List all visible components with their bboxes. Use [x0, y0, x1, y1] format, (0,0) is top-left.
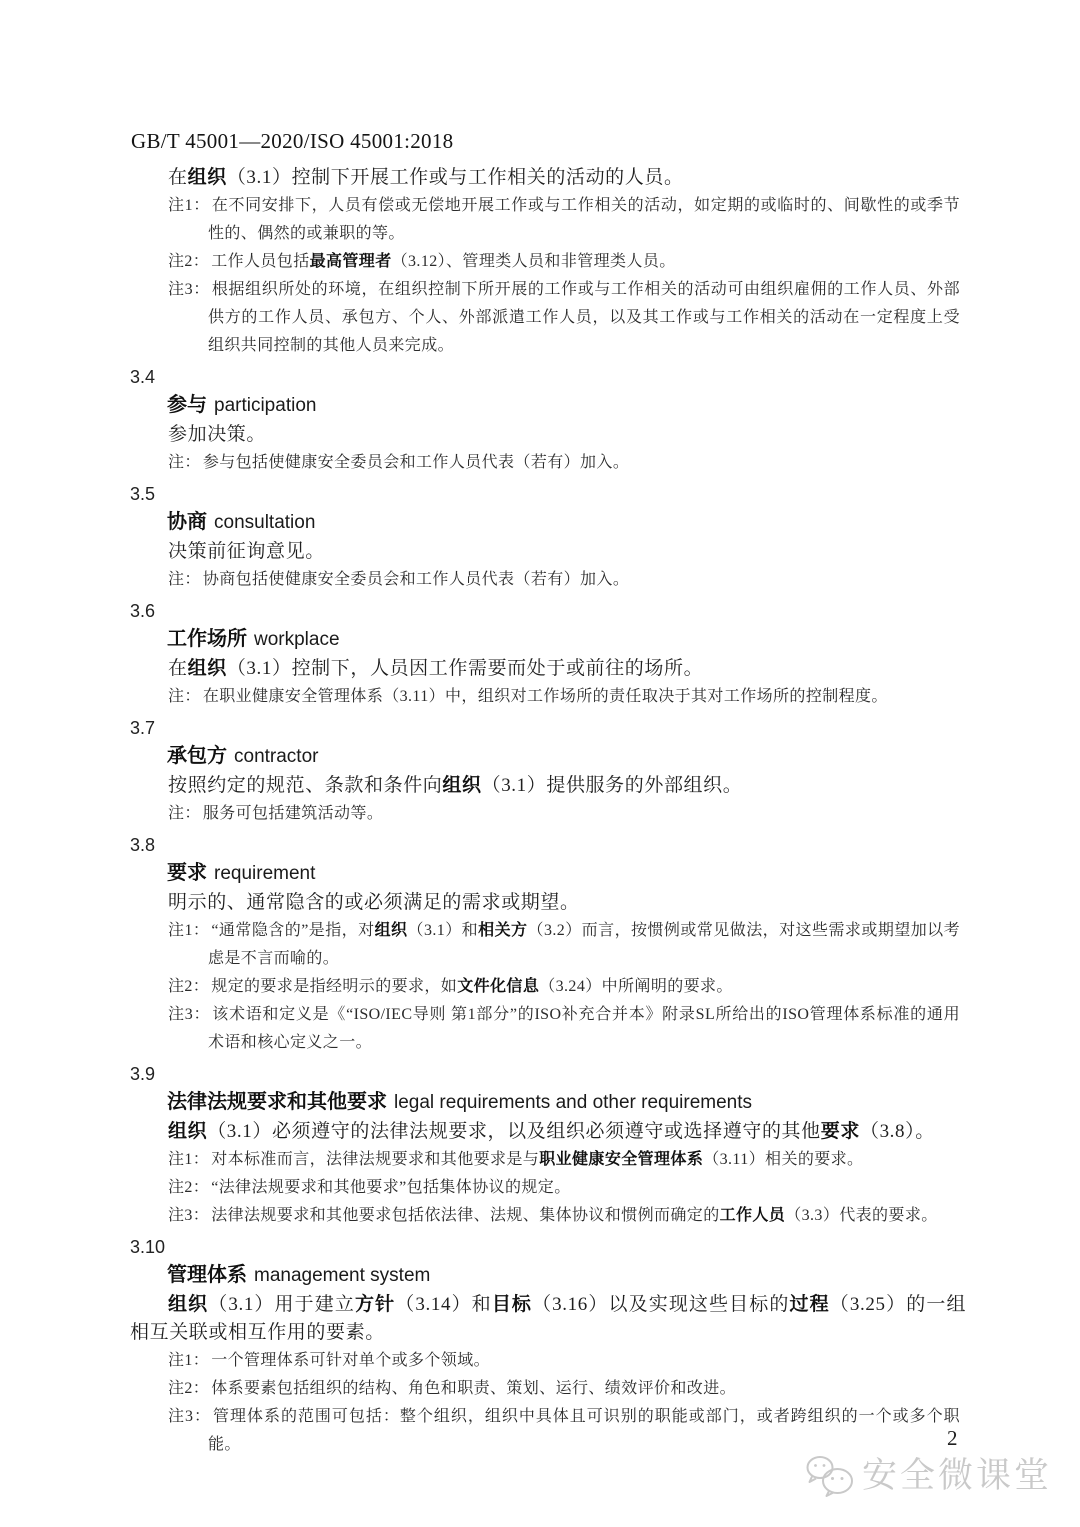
text-run: 该术语和定义是《“ISO/IEC导则 第1部分”的ISO补充合并本》附录SL所给出的ISO管理体系标准的通用术语和核心定义之一。: [208, 1006, 961, 1051]
bold-term-reference: 相关方: [478, 922, 528, 939]
section-number: 3.9: [130, 1064, 156, 1084]
text-run: 规定的要求是指经明示的要求，如: [211, 978, 458, 995]
term-english: workplace: [254, 629, 340, 650]
term-heading: [167, 742, 1080, 772]
term-heading: [167, 508, 1080, 538]
text-run: （3.1）必须遵守的法律法规要求，以及组织必须遵守或选择遵守的其他: [207, 1121, 821, 1142]
section-3-7: [0, 714, 1080, 828]
note-label: 注：: [168, 454, 201, 471]
section-number: 3.8: [130, 835, 156, 855]
text-run: （3.25）的一组相互关联或相互作用的要素。: [130, 1294, 967, 1343]
text-run: 对本标准而言，法律法规要求和其他要求是与: [211, 1151, 540, 1168]
term-chinese: 协商: [167, 511, 207, 533]
note: [168, 1174, 960, 1202]
bold-term-reference: 文件化信息: [457, 978, 540, 995]
text-run: （3.2）而言，按惯例或常见做法，对这些需求或期望加以考虑是不言而喻的。: [208, 922, 961, 967]
term-english: legal requirements and other requirements: [394, 1092, 753, 1113]
note: [168, 917, 960, 973]
term-definition: [130, 655, 966, 683]
bold-term-reference: 过程: [789, 1294, 830, 1315]
bold-term-reference: 职业健康安全管理体系: [539, 1151, 704, 1168]
bold-term-reference: 工作人员: [719, 1207, 786, 1224]
text-run: 在: [168, 658, 188, 679]
note-label: 注3：: [168, 1408, 211, 1425]
wechat-icon: [805, 1454, 855, 1498]
watermark: [805, 1453, 1052, 1499]
bold-term-reference: 要求: [820, 1121, 860, 1142]
section-3-3-continuation: [0, 164, 1080, 360]
section-number: 3.7: [130, 718, 156, 738]
note: [168, 192, 960, 248]
note: [168, 1375, 960, 1403]
note-label: 注1：: [168, 1352, 210, 1369]
section-number: 3.6: [130, 601, 156, 621]
note-label: 注2：: [168, 1179, 210, 1196]
term-chinese: 承包方: [167, 745, 227, 767]
note-label: 注1：: [168, 197, 210, 214]
text-run: 工作人员包括: [211, 253, 310, 270]
text-run: 在不同安排下，人员有偿或无偿地开展工作或与工作相关的活动，如定期的或临时的、间歇性的或季节性的、偶然的或兼职的等。: [208, 197, 960, 242]
term-chinese: 工作场所: [167, 628, 247, 650]
note: [168, 1146, 960, 1174]
standard-number-header: GB/T 45001—2020/ISO 45001:2018: [131, 129, 454, 153]
note-label: 注3：: [168, 1207, 210, 1224]
note-label: 注2：: [168, 1380, 210, 1397]
term-heading: [167, 859, 1080, 889]
text-run: （3.1）控制下开展工作或与工作相关的活动的人员。: [226, 167, 684, 188]
text-run: 体系要素包括组织的结构、角色和职责、策划、运行、绩效评价和改进。: [211, 1380, 737, 1397]
term-definition: [130, 1118, 966, 1146]
section-3-4: [0, 363, 1080, 477]
text-run: （3.24）中所阐明的要求。: [539, 978, 733, 995]
text-run: 协商包括使健康安全委员会和工作人员代表（若有）加入。: [202, 571, 630, 588]
bold-term-reference: 目标: [491, 1294, 533, 1315]
page-number: 2: [947, 1426, 958, 1450]
text-run: 决策前征询意见。: [168, 541, 325, 562]
text-run: 按照约定的规范、条款和条件向: [168, 775, 443, 796]
term-english: participation: [214, 395, 317, 416]
note-label: 注3：: [168, 281, 210, 298]
note: [168, 566, 960, 594]
term-definition: [130, 772, 966, 800]
text-run: （3.11）相关的要求。: [703, 1151, 864, 1168]
section-3-8: [0, 831, 1080, 1057]
note-label: 注3：: [168, 1006, 211, 1023]
text-run: 参加决策。: [168, 424, 267, 445]
note-label: 注：: [168, 805, 201, 822]
note: [168, 1403, 960, 1459]
note-label: 注1：: [168, 1151, 210, 1168]
note-label: 注1：: [168, 922, 210, 939]
note-label: 注：: [168, 688, 201, 705]
text-run: 管理体系的范围可包括：整个组织，组织中具体且可识别的职能或部门，或者跨组织的一个或多个职能。: [208, 1408, 960, 1453]
term-chinese: 管理体系: [167, 1264, 247, 1286]
section-number: 3.4: [130, 367, 156, 387]
term-definition: [130, 1291, 966, 1347]
term-heading: [167, 1261, 1080, 1291]
term-definition: [130, 164, 966, 192]
section-3-5: [0, 480, 1080, 594]
note-label: 注2：: [168, 978, 210, 995]
term-heading: [167, 391, 1080, 421]
text-run: “通常隐含的”是指，对: [211, 922, 375, 939]
term-definition: [130, 889, 966, 917]
definitions-content: [0, 164, 1080, 1459]
bold-term-reference: 组织: [442, 775, 482, 796]
watermark-text: 安全微课堂: [861, 1456, 1052, 1495]
term-english: consultation: [214, 512, 316, 533]
note-label: 注2：: [168, 253, 210, 270]
term-english: contractor: [234, 746, 319, 767]
term-heading: [167, 1088, 1080, 1118]
text-run: 法律法规要求和其他要求包括依法律、法规、集体协议和惯例而确定的: [211, 1207, 720, 1224]
term-chinese: 参与: [167, 394, 207, 416]
note: [168, 248, 960, 276]
text-run: （3.1）控制下，人员因工作需要而处于或前往的场所。: [226, 658, 704, 679]
section-3-6: [0, 597, 1080, 711]
section-number: 3.10: [130, 1237, 166, 1257]
text-run: 服务可包括建筑活动等。: [202, 805, 384, 822]
term-chinese: 法律法规要求和其他要求: [167, 1091, 387, 1113]
text-run: （3.1）用于建立: [208, 1294, 356, 1315]
note: [168, 1001, 960, 1057]
bold-term-reference: 最高管理者: [309, 253, 392, 270]
bold-term-reference: 方针: [355, 1294, 396, 1315]
text-run: 明示的、通常隐含的或必须满足的需求或期望。: [168, 892, 580, 913]
term-definition: [130, 421, 966, 449]
term-definition: [130, 538, 966, 566]
text-run: （3.3）代表的要求。: [785, 1207, 938, 1224]
text-run: （3.16）以及实现这些目标的: [532, 1294, 790, 1315]
note: [168, 1347, 960, 1375]
section-3-9: [0, 1060, 1080, 1230]
text-run: 在: [168, 167, 188, 188]
note: [168, 800, 960, 828]
note-label: 注：: [168, 571, 201, 588]
bold-term-reference: 组织: [374, 922, 408, 939]
term-chinese: 要求: [167, 862, 207, 884]
text-run: （3.12）、管理类人员和非管理类人员。: [391, 253, 676, 270]
text-run: （3.1）提供服务的外部组织。: [481, 775, 743, 796]
bold-term-reference: 组织: [187, 658, 227, 679]
term-heading: [167, 625, 1080, 655]
text-run: 在职业健康安全管理体系（3.11）中，组织对工作场所的责任取决于其对工作场所的控制程度。: [202, 688, 888, 705]
text-run: 参与包括使健康安全委员会和工作人员代表（若有）加入。: [202, 454, 630, 471]
text-run: （3.1）和: [407, 922, 479, 939]
note: [168, 1202, 960, 1230]
text-run: 根据组织所处的环境，在组织控制下所开展的工作或与工作相关的活动可由组织雇佣的工作人员、外部供方的工作人员、承包方、个人、外部派遣工作人员，以及其工作或与工作相关的活动在一定程度上受组织共同控制的其他人员来完成。: [208, 281, 960, 354]
text-run: （3.8）。: [859, 1121, 935, 1142]
text-run: （3.14）和: [395, 1294, 492, 1315]
bold-term-reference: 组织: [187, 167, 227, 188]
term-english: management system: [254, 1265, 431, 1286]
note: [168, 973, 960, 1001]
note: [168, 449, 960, 477]
term-english: requirement: [214, 863, 316, 884]
note: [168, 276, 960, 360]
section-number: 3.5: [130, 484, 156, 504]
bold-term-reference: 组织: [168, 1294, 209, 1315]
section-3-10: [0, 1233, 1080, 1459]
note: [168, 683, 960, 711]
text-run: “法律法规要求和其他要求”包括集体协议的规定。: [211, 1179, 571, 1196]
text-run: 一个管理体系可针对单个或多个领域。: [211, 1352, 491, 1369]
bold-term-reference: 组织: [168, 1121, 208, 1142]
